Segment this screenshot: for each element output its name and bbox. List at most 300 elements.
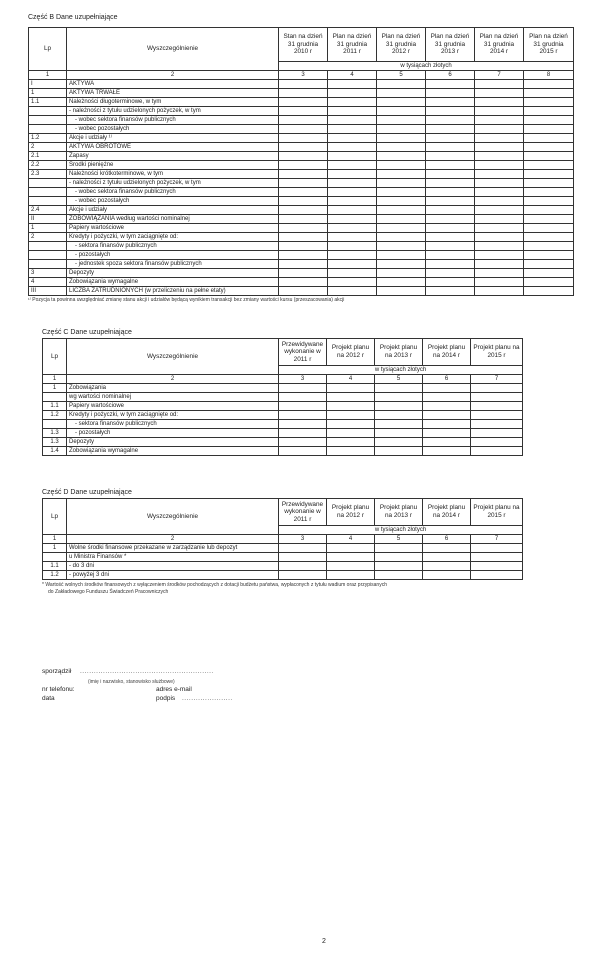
row-lp: I — [29, 80, 67, 89]
value-cell[interactable] — [475, 251, 524, 260]
value-cell[interactable] — [423, 562, 471, 571]
value-cell[interactable] — [426, 278, 475, 287]
col-num: 4 — [328, 71, 377, 80]
value-cell[interactable] — [375, 571, 423, 580]
value-cell[interactable] — [524, 215, 574, 224]
value-cell[interactable] — [328, 206, 377, 215]
value-cell[interactable] — [327, 384, 375, 393]
value-cell[interactable] — [475, 80, 524, 89]
value-cell[interactable] — [279, 429, 327, 438]
value-cell[interactable] — [475, 98, 524, 107]
row-description: - wobec sektora finansów publicznych — [67, 188, 279, 197]
table-row — [43, 393, 523, 402]
value-cell[interactable] — [471, 420, 523, 429]
value-cell[interactable] — [279, 170, 328, 179]
value-cell[interactable] — [328, 233, 377, 242]
value-cell[interactable] — [475, 287, 524, 296]
col-num: 1 — [43, 375, 67, 384]
row-description: Należności krótkoterminowe, w tym — [67, 170, 279, 179]
value-cell[interactable] — [279, 98, 328, 107]
row-lp: 1.3 — [43, 429, 67, 438]
table-row — [29, 260, 574, 269]
value-cell[interactable] — [423, 544, 471, 553]
value-cell[interactable] — [279, 447, 327, 456]
value-cell[interactable] — [328, 161, 377, 170]
value-cell[interactable] — [524, 278, 574, 287]
table-row — [29, 206, 574, 215]
row-description: AKTYWA — [67, 80, 279, 89]
value-cell[interactable] — [423, 420, 471, 429]
value-cell[interactable] — [375, 562, 423, 571]
value-cell[interactable] — [328, 107, 377, 116]
row-lp: 4 — [29, 278, 67, 287]
value-cell[interactable] — [471, 411, 523, 420]
value-cell[interactable] — [327, 393, 375, 402]
value-cell[interactable] — [475, 125, 524, 134]
table-row — [29, 269, 574, 278]
row-lp: 2 — [29, 233, 67, 242]
value-cell[interactable] — [377, 161, 426, 170]
value-cell[interactable] — [328, 197, 377, 206]
section-d-footnote-line2: do Zakładowego Funduszu Świadczeń Pracowniczych — [48, 589, 169, 595]
value-cell[interactable] — [524, 179, 574, 188]
value-cell[interactable] — [375, 544, 423, 553]
value-cell[interactable] — [426, 269, 475, 278]
value-cell[interactable] — [375, 402, 423, 411]
row-lp: 1.3 — [43, 438, 67, 447]
header-col: Plan na dzień 31 grudnia 2013 r — [426, 28, 475, 62]
value-cell[interactable] — [328, 98, 377, 107]
value-cell[interactable] — [328, 242, 377, 251]
value-cell[interactable] — [524, 269, 574, 278]
value-cell[interactable] — [279, 402, 327, 411]
value-cell[interactable] — [426, 89, 475, 98]
value-cell[interactable] — [524, 80, 574, 89]
value-cell[interactable] — [327, 429, 375, 438]
row-description: AKTYWA OBROTOWE — [67, 143, 279, 152]
header-description: Wyszczególnienie — [67, 28, 279, 71]
value-cell[interactable] — [279, 287, 328, 296]
value-cell[interactable] — [475, 260, 524, 269]
value-cell[interactable] — [426, 188, 475, 197]
col-num: 1 — [43, 535, 67, 544]
header-col: Plan na dzień 31 grudnia 2015 r — [524, 28, 574, 62]
value-cell[interactable] — [475, 188, 524, 197]
value-cell[interactable] — [423, 402, 471, 411]
value-cell[interactable] — [475, 161, 524, 170]
value-cell[interactable] — [426, 143, 475, 152]
value-cell[interactable] — [377, 107, 426, 116]
value-cell[interactable] — [279, 152, 328, 161]
header-col: Plan na dzień 31 grudnia 2011 r — [328, 28, 377, 62]
value-cell[interactable] — [377, 152, 426, 161]
row-description: Zobowiązania wymagalne — [67, 278, 279, 287]
value-cell[interactable] — [426, 179, 475, 188]
table-row — [29, 224, 574, 233]
unit-label: w tysiącach złotych — [279, 62, 574, 71]
value-cell[interactable] — [377, 215, 426, 224]
value-cell[interactable] — [328, 215, 377, 224]
value-cell[interactable] — [328, 278, 377, 287]
value-cell[interactable] — [524, 98, 574, 107]
table-row — [29, 287, 574, 296]
value-cell[interactable] — [327, 438, 375, 447]
value-cell[interactable] — [279, 206, 328, 215]
value-cell[interactable] — [279, 134, 328, 143]
value-cell[interactable] — [375, 447, 423, 456]
value-cell[interactable] — [524, 251, 574, 260]
value-cell[interactable] — [475, 206, 524, 215]
value-cell[interactable] — [377, 197, 426, 206]
value-cell[interactable] — [377, 242, 426, 251]
table-row — [43, 447, 523, 456]
value-cell[interactable] — [471, 393, 523, 402]
value-cell[interactable] — [423, 393, 471, 402]
value-cell[interactable] — [423, 411, 471, 420]
signature-label: podpis — [156, 695, 176, 702]
value-cell[interactable] — [279, 224, 328, 233]
value-cell[interactable] — [524, 134, 574, 143]
value-cell[interactable] — [475, 197, 524, 206]
value-cell[interactable] — [328, 134, 377, 143]
value-cell[interactable] — [328, 89, 377, 98]
value-cell[interactable] — [327, 544, 375, 553]
value-cell[interactable] — [426, 260, 475, 269]
col-num: 7 — [471, 375, 523, 384]
value-cell[interactable] — [377, 179, 426, 188]
row-description: Papiery wartościowe — [67, 402, 279, 411]
value-cell[interactable] — [377, 80, 426, 89]
value-cell[interactable] — [279, 438, 327, 447]
header-col: Przewidywane wykonanie w 2011 r — [279, 339, 327, 366]
table-row — [43, 544, 523, 553]
value-cell[interactable] — [426, 251, 475, 260]
section-c-title: Część C Dane uzupełniające — [42, 329, 132, 336]
value-cell[interactable] — [426, 125, 475, 134]
value-cell[interactable] — [471, 553, 523, 562]
value-cell[interactable] — [375, 393, 423, 402]
value-cell[interactable] — [279, 553, 327, 562]
value-cell[interactable] — [279, 197, 328, 206]
table-row — [43, 384, 523, 393]
row-description: wg wartości nominalnej — [67, 393, 279, 402]
row-description: Depozyty — [67, 438, 279, 447]
table-row — [29, 125, 574, 134]
value-cell[interactable] — [471, 384, 523, 393]
value-cell[interactable] — [475, 89, 524, 98]
row-description: - do 3 dni — [67, 562, 279, 571]
value-cell[interactable] — [328, 251, 377, 260]
value-cell[interactable] — [375, 438, 423, 447]
value-cell[interactable] — [471, 544, 523, 553]
col-num: 6 — [423, 375, 471, 384]
value-cell[interactable] — [423, 571, 471, 580]
value-cell[interactable] — [327, 402, 375, 411]
value-cell[interactable] — [377, 260, 426, 269]
value-cell[interactable] — [279, 278, 328, 287]
value-cell[interactable] — [375, 384, 423, 393]
value-cell[interactable] — [524, 197, 574, 206]
value-cell[interactable] — [279, 143, 328, 152]
value-cell[interactable] — [423, 438, 471, 447]
value-cell[interactable] — [279, 260, 328, 269]
value-cell[interactable] — [328, 116, 377, 125]
value-cell[interactable] — [328, 287, 377, 296]
table-row — [29, 89, 574, 98]
value-cell[interactable] — [377, 188, 426, 197]
row-lp — [29, 242, 67, 251]
value-cell[interactable] — [377, 287, 426, 296]
value-cell[interactable] — [423, 447, 471, 456]
value-cell[interactable] — [279, 544, 327, 553]
value-cell[interactable] — [426, 80, 475, 89]
value-cell[interactable] — [426, 287, 475, 296]
table-row — [43, 429, 523, 438]
value-cell[interactable] — [279, 188, 328, 197]
value-cell[interactable] — [279, 161, 328, 170]
row-lp: 1.1 — [43, 562, 67, 571]
value-cell[interactable] — [426, 242, 475, 251]
value-cell[interactable] — [377, 170, 426, 179]
value-cell[interactable] — [524, 260, 574, 269]
value-cell[interactable] — [475, 233, 524, 242]
value-cell[interactable] — [328, 269, 377, 278]
col-num: 3 — [279, 71, 328, 80]
value-cell[interactable] — [377, 206, 426, 215]
value-cell[interactable] — [327, 562, 375, 571]
value-cell[interactable] — [426, 116, 475, 125]
date-label: data — [42, 695, 55, 702]
value-cell[interactable] — [279, 420, 327, 429]
value-cell[interactable] — [377, 278, 426, 287]
value-cell[interactable] — [524, 89, 574, 98]
value-cell[interactable] — [471, 571, 523, 580]
value-cell[interactable] — [524, 161, 574, 170]
value-cell[interactable] — [475, 179, 524, 188]
phone-label: nr telefonu: — [42, 686, 75, 693]
value-cell[interactable] — [524, 224, 574, 233]
value-cell[interactable] — [475, 116, 524, 125]
row-description: Depozyty — [67, 269, 279, 278]
table-row — [29, 251, 574, 260]
prepared-by-dots: .......................................................... — [80, 668, 214, 675]
value-cell[interactable] — [279, 89, 328, 98]
value-cell[interactable] — [471, 429, 523, 438]
table-row — [29, 161, 574, 170]
value-cell[interactable] — [471, 402, 523, 411]
row-description: Zobowiązania — [67, 384, 279, 393]
value-cell[interactable] — [524, 206, 574, 215]
value-cell[interactable] — [377, 269, 426, 278]
value-cell[interactable] — [377, 125, 426, 134]
value-cell[interactable] — [327, 420, 375, 429]
value-cell[interactable] — [524, 170, 574, 179]
value-cell[interactable] — [328, 224, 377, 233]
value-cell[interactable] — [524, 116, 574, 125]
value-cell[interactable] — [328, 179, 377, 188]
value-cell[interactable] — [377, 224, 426, 233]
value-cell[interactable] — [471, 447, 523, 456]
value-cell[interactable] — [375, 429, 423, 438]
value-cell[interactable] — [279, 411, 327, 420]
value-cell[interactable] — [524, 233, 574, 242]
section-d-table — [42, 498, 523, 580]
row-lp — [29, 179, 67, 188]
value-cell[interactable] — [279, 269, 328, 278]
row-description: - wobec sektora finansów publicznych — [67, 116, 279, 125]
value-cell[interactable] — [279, 562, 327, 571]
value-cell[interactable] — [327, 447, 375, 456]
table-row — [29, 134, 574, 143]
value-cell[interactable] — [375, 553, 423, 562]
value-cell[interactable] — [524, 152, 574, 161]
value-cell[interactable] — [279, 80, 328, 89]
value-cell[interactable] — [279, 571, 327, 580]
value-cell[interactable] — [426, 233, 475, 242]
value-cell[interactable] — [327, 571, 375, 580]
row-lp: 2.4 — [29, 206, 67, 215]
value-cell[interactable] — [471, 438, 523, 447]
col-num: 3 — [279, 535, 327, 544]
row-lp: III — [29, 287, 67, 296]
value-cell[interactable] — [426, 152, 475, 161]
value-cell[interactable] — [328, 188, 377, 197]
value-cell[interactable] — [471, 562, 523, 571]
header-description: Wyszczególnienie — [67, 499, 279, 535]
value-cell[interactable] — [279, 393, 327, 402]
value-cell[interactable] — [375, 420, 423, 429]
value-cell[interactable] — [524, 107, 574, 116]
header-col: Projekt planu na 2012 r — [327, 339, 375, 366]
value-cell[interactable] — [377, 251, 426, 260]
value-cell[interactable] — [475, 215, 524, 224]
value-cell[interactable] — [279, 116, 328, 125]
row-description: - powyżej 3 dni — [67, 571, 279, 580]
value-cell[interactable] — [426, 215, 475, 224]
value-cell[interactable] — [328, 260, 377, 269]
value-cell[interactable] — [475, 134, 524, 143]
signature-dots: ...................... — [182, 695, 233, 702]
table-row — [29, 188, 574, 197]
value-cell[interactable] — [279, 384, 327, 393]
row-lp — [29, 251, 67, 260]
row-description: - należności z tytułu udzielonych pożyczek, w tym — [67, 107, 279, 116]
col-num: 6 — [423, 535, 471, 544]
header-col: Projekt planu na 2014 r — [423, 499, 471, 526]
value-cell[interactable] — [279, 107, 328, 116]
value-cell[interactable] — [377, 116, 426, 125]
table-row — [29, 215, 574, 224]
value-cell[interactable] — [328, 143, 377, 152]
value-cell[interactable] — [377, 233, 426, 242]
value-cell[interactable] — [524, 242, 574, 251]
value-cell[interactable] — [475, 152, 524, 161]
row-description: LICZBA ZATRUDNIONYCH (w przeliczeniu na pełne etaty) — [67, 287, 279, 296]
table-row — [29, 233, 574, 242]
value-cell[interactable] — [328, 152, 377, 161]
table-row — [29, 278, 574, 287]
value-cell[interactable] — [377, 143, 426, 152]
value-cell[interactable] — [426, 206, 475, 215]
value-cell[interactable] — [475, 269, 524, 278]
value-cell[interactable] — [377, 98, 426, 107]
table-row — [29, 80, 574, 89]
value-cell[interactable] — [423, 429, 471, 438]
value-cell[interactable] — [524, 287, 574, 296]
table-row — [43, 402, 523, 411]
table-row — [29, 197, 574, 206]
value-cell[interactable] — [279, 242, 328, 251]
value-cell[interactable] — [279, 179, 328, 188]
value-cell[interactable] — [426, 134, 475, 143]
table-row — [43, 420, 523, 429]
header-col: Przewidywane wykonanie w 2011 r — [279, 499, 327, 526]
value-cell[interactable] — [475, 170, 524, 179]
row-description: Papiery wartościowe — [67, 224, 279, 233]
value-cell[interactable] — [423, 384, 471, 393]
table-row — [29, 143, 574, 152]
value-cell[interactable] — [279, 125, 328, 134]
value-cell[interactable] — [279, 215, 328, 224]
row-description: Kredyty i pożyczki, w tym zaciągnięte od: — [67, 411, 279, 420]
value-cell[interactable] — [279, 251, 328, 260]
value-cell[interactable] — [426, 170, 475, 179]
col-num: 2 — [67, 71, 279, 80]
value-cell[interactable] — [475, 224, 524, 233]
row-description: - wobec pozostałych — [67, 125, 279, 134]
col-num: 4 — [327, 375, 375, 384]
value-cell[interactable] — [377, 89, 426, 98]
row-lp: 2.2 — [29, 161, 67, 170]
section-c-table — [42, 338, 523, 456]
value-cell[interactable] — [426, 197, 475, 206]
value-cell[interactable] — [475, 107, 524, 116]
value-cell[interactable] — [328, 170, 377, 179]
row-lp — [29, 260, 67, 269]
value-cell[interactable] — [426, 161, 475, 170]
header-col: Projekt planu na 2014 r — [423, 339, 471, 366]
value-cell[interactable] — [328, 125, 377, 134]
header-col: Plan na dzień 31 grudnia 2012 r — [377, 28, 426, 62]
value-cell[interactable] — [426, 224, 475, 233]
section-b-title: Część B Dane uzupełniające — [28, 14, 118, 21]
value-cell[interactable] — [423, 553, 471, 562]
value-cell[interactable] — [475, 242, 524, 251]
value-cell[interactable] — [524, 188, 574, 197]
row-lp — [29, 125, 67, 134]
row-description: - jednostek spoza sektora finansów publicznych — [67, 260, 279, 269]
row-description: Kredyty i pożyczki, w tym zaciągnięte od: — [67, 233, 279, 242]
row-description: Zobowiązania wymagalne — [67, 447, 279, 456]
row-lp — [29, 197, 67, 206]
value-cell[interactable] — [377, 134, 426, 143]
value-cell[interactable] — [327, 553, 375, 562]
name-caption: (imię i nazwisko, stanowisko służbowe) — [88, 679, 175, 685]
value-cell[interactable] — [524, 143, 574, 152]
value-cell[interactable] — [475, 278, 524, 287]
value-cell[interactable] — [426, 107, 475, 116]
value-cell[interactable] — [327, 411, 375, 420]
value-cell[interactable] — [279, 233, 328, 242]
value-cell[interactable] — [328, 80, 377, 89]
header-col: Projekt planu na 2015 r — [471, 339, 523, 366]
value-cell[interactable] — [475, 143, 524, 152]
value-cell[interactable] — [375, 411, 423, 420]
value-cell[interactable] — [524, 125, 574, 134]
row-lp: 1.1 — [29, 98, 67, 107]
col-num: 3 — [279, 375, 327, 384]
value-cell[interactable] — [426, 98, 475, 107]
